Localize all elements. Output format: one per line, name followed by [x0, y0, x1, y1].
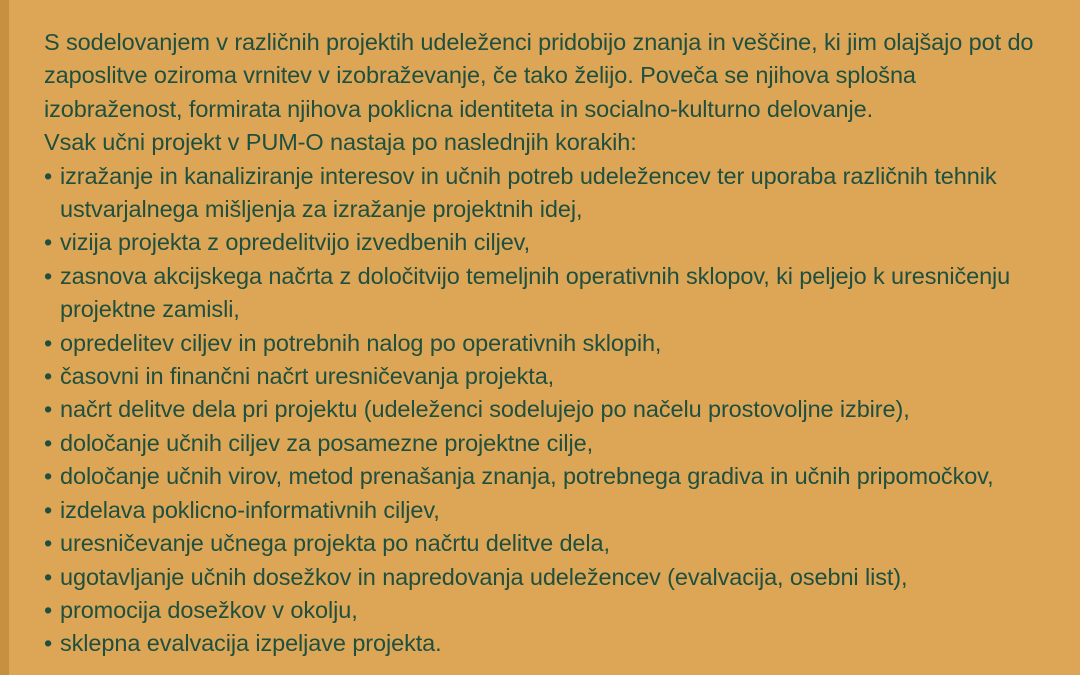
list-item: [44, 160, 1044, 227]
list-item-label: opredelitev ciljev in potrebnih nalog po operativnih sklopih,: [60, 329, 662, 356]
bullet-icon: •: [44, 162, 53, 189]
list-item: [44, 594, 1044, 627]
list-item-label: načrt delitve dela pri projektu (udeleženci sodelujejo po načelu prostovoljne izbire),: [60, 396, 910, 423]
list-item-label: časovni in finančni načrt uresničevanja projekta,: [60, 363, 555, 390]
bullet-icon: •: [44, 596, 53, 623]
bullet-icon: •: [44, 396, 53, 423]
list-item-label: uresničevanje učnega projekta po načrtu delitve dela,: [60, 530, 610, 557]
bullet-icon: •: [44, 563, 53, 590]
list-item: [44, 360, 1044, 393]
bullet-icon: •: [44, 496, 53, 523]
steps-list: [44, 160, 1044, 661]
list-item-label: določanje učnih virov, metod prenašanja znanja, potrebnega gradiva in učnih pripomočkov,: [60, 463, 994, 490]
list-item-label: izdelava poklicno-informativnih ciljev,: [60, 496, 440, 523]
bullet-icon: •: [44, 262, 53, 289]
list-item: [44, 260, 1044, 327]
list-item: [44, 627, 1044, 660]
list-item-label: izražanje in kanaliziranje interesov in učnih potreb udeležencev ter uporaba različnih tehnik ustvarjalnega mišljenja za izražanje projektnih idej,: [60, 162, 997, 223]
intro-paragraph: S sodelovanjem v različnih projektih udeleženci pridobijo znanja in veščine, ki jim olajšajo pot do zaposlitve oziroma vrnitev v izobraževanje, če tako želijo. Poveča se njihova splošna izobraženost, formirata njihova poklicna identiteta in socialno-kulturno delovanje.: [44, 29, 1034, 122]
list-item-label: promocija dosežkov v okolju,: [60, 596, 358, 623]
list-item: [44, 460, 1044, 493]
list-item: [44, 427, 1044, 460]
slide-content: [44, 26, 1044, 661]
bullet-icon: •: [44, 329, 53, 356]
left-edge-stripe: [0, 0, 9, 675]
list-item: [44, 226, 1044, 259]
bullet-icon: •: [44, 429, 53, 456]
bullet-icon: •: [44, 229, 53, 256]
list-item-label: ugotavljanje učnih dosežkov in napredovanja udeležencev (evalvacija, osebni list),: [60, 563, 908, 590]
list-item: [44, 327, 1044, 360]
list-item-label: sklepna evalvacija izpeljave projekta.: [60, 630, 442, 657]
list-item: [44, 393, 1044, 426]
bullet-icon: •: [44, 463, 53, 490]
list-item: [44, 494, 1044, 527]
bullet-icon: •: [44, 363, 53, 390]
bullet-icon: •: [44, 630, 53, 657]
bullet-icon: •: [44, 530, 53, 557]
list-item-label: zasnova akcijskega načrta z določitvijo temeljnih operativnih sklopov, ki peljejo k uresničenju projektne zamisli,: [60, 262, 1011, 323]
list-item: [44, 561, 1044, 594]
list-item-label: vizija projekta z opredelitvijo izvedbenih ciljev,: [60, 229, 531, 256]
list-item: [44, 527, 1044, 560]
lead-in-text: Vsak učni projekt v PUM-O nastaja po naslednjih korakih:: [44, 129, 637, 156]
list-item-label: določanje učnih ciljev za posamezne projektne cilje,: [60, 429, 593, 456]
